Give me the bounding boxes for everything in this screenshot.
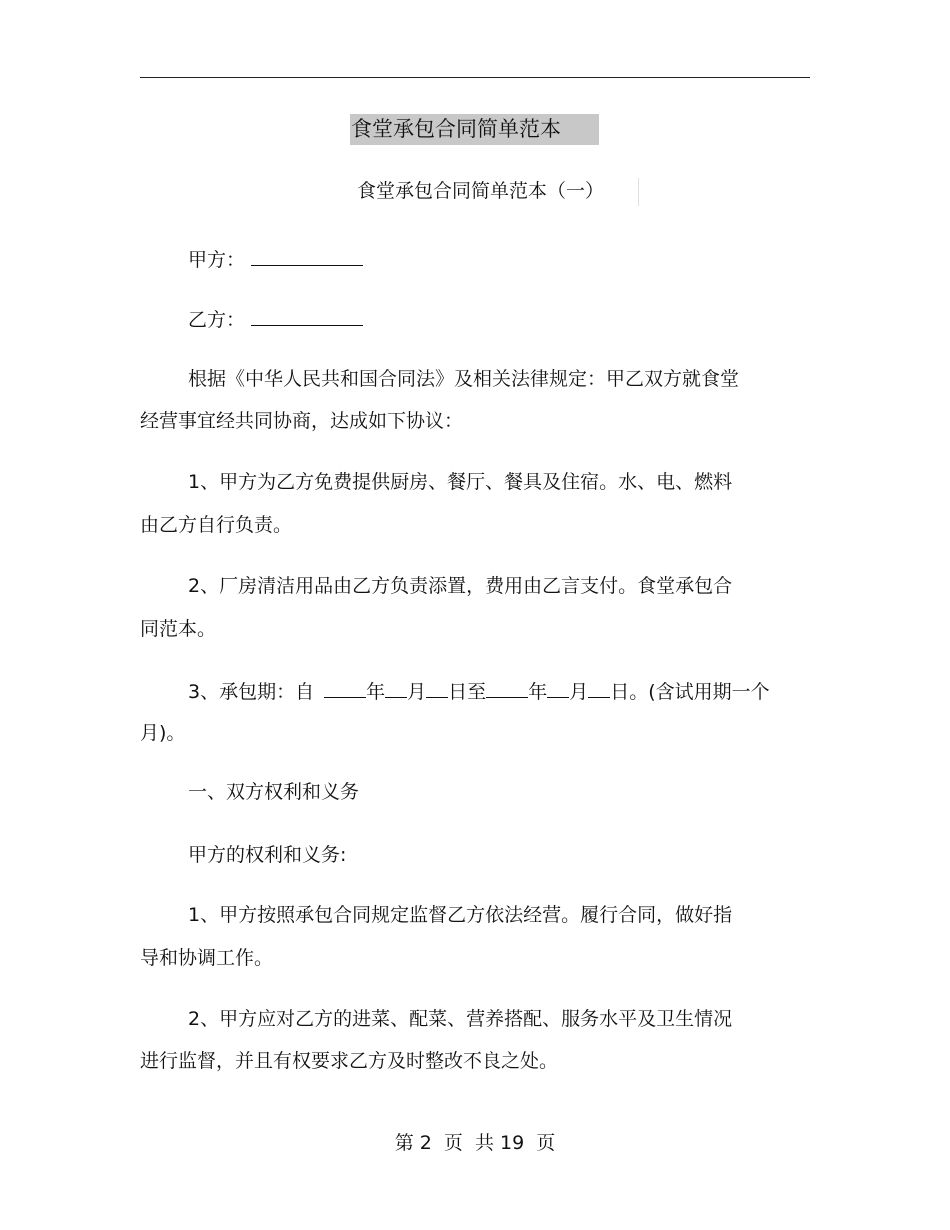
end-year-blank: [486, 677, 528, 698]
end-month-blank: [547, 677, 569, 698]
document-title: 食堂承包合同简单范本: [350, 114, 599, 145]
party-b-line: [188, 305, 363, 333]
section1-heading: 一、双方权利和义务: [188, 781, 360, 803]
party-a-line: [188, 245, 363, 273]
start-month-blank: [385, 677, 407, 698]
party-b-label: 乙方：: [188, 309, 246, 331]
item2-line-2: 同范本。: [140, 618, 217, 640]
end-day-blank: [588, 677, 610, 698]
item3-line-1: [188, 677, 770, 705]
intro-line-1: 根据《中华人民共和国合同法》及相关法律规定：甲乙双方就食堂: [188, 368, 740, 390]
start-year-blank: [324, 677, 366, 698]
start-year-label: 年: [366, 681, 386, 703]
start-month-label: 月: [407, 681, 427, 703]
item2-line-1: 2、厂房清洁用品由乙方负责添置，费用由乙言支付。食堂承包合: [188, 575, 733, 597]
item1-line-2: 由乙方自行负责。: [140, 514, 293, 536]
party-b-blank: [251, 305, 363, 326]
a-item1-line-2: 导和协调工作。: [140, 947, 274, 969]
item3-prefix: 3、承包期：自: [188, 681, 315, 703]
header-rule: [140, 77, 810, 78]
start-day-blank: [426, 677, 448, 698]
document-subtitle: 食堂承包合同简单范本（一）: [357, 178, 639, 206]
party-a-rights-heading: 甲方的权利和义务:: [188, 844, 347, 866]
item1-line-1: 1、甲方为乙方免费提供厨房、餐厅、餐具及住宿。水、电、燃料: [188, 471, 733, 493]
start-day-label: 日至: [448, 681, 487, 703]
a-item2-line-2: 进行监督，并且有权要求乙方及时整改不良之处。: [140, 1050, 559, 1072]
a-item2-line-1: 2、甲方应对乙方的进菜、配菜、营养搭配、服务水平及卫生情况: [188, 1008, 733, 1030]
party-a-label: 甲方：: [188, 249, 246, 271]
intro-line-2: 经营事宜经共同协商，达成如下协议：: [140, 410, 464, 432]
a-item1-line-1: 1、甲方按照承包合同规定监督乙方依法经营。履行合同，做好指: [188, 904, 733, 926]
page-number: 第 2 页 共 19 页: [394, 1132, 556, 1154]
end-day-label: 日。(含试用期一个: [610, 681, 770, 703]
end-month-label: 月: [569, 681, 589, 703]
end-year-label: 年: [528, 681, 548, 703]
party-a-blank: [251, 245, 363, 266]
item3-line-2: 月)。: [140, 722, 186, 744]
